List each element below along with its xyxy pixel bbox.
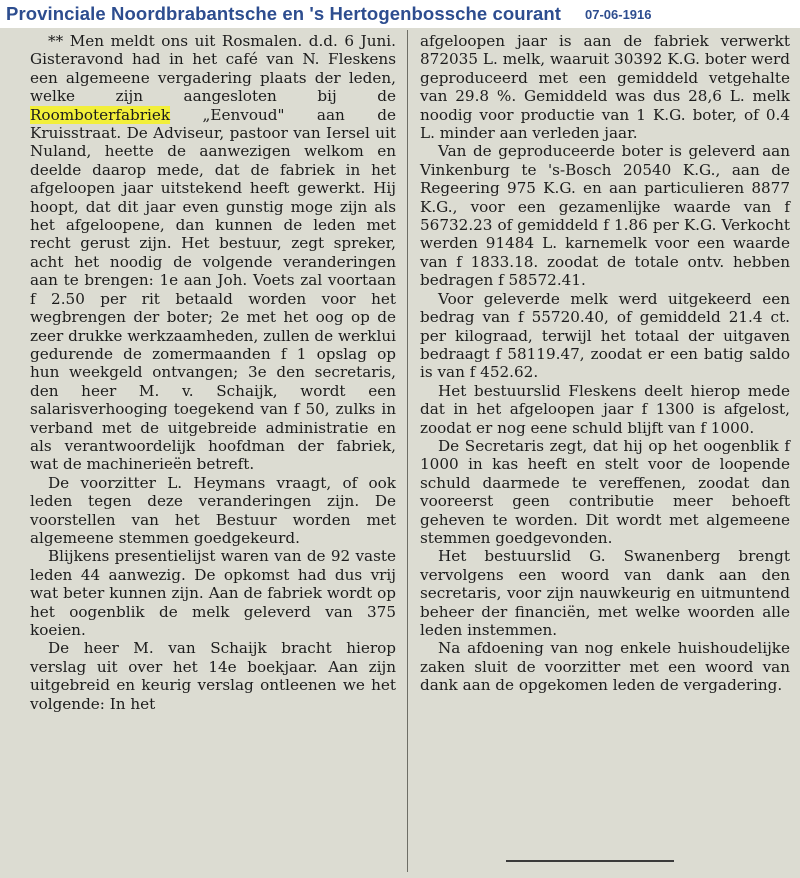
article-paragraph: Blijkens presentielijst waren van de 92 vaste leden 44 aanwezig. De opkomst had dus vrij wat beter kunnen zijn. Aan de fabriek wordt op het oogenblik de melk geleverd van 375 koeien. [30,547,396,639]
article-paragraph: Van de geproduceerde boter is geleverd aan Vinkenburg te 's-Bosch 20540 K.G., aan de Regeering 975 K.G. en aan particulieren 8877 K.G., voor een gezamenlijke waarde van f 56732.23 of gemiddeld f 1.86 per K.G. Verkocht werden 91484 L. karnemelk voor een waarde van f 1833.18. zoodat de totale ontv. hebben bedragen f 58572.41. [420,142,790,290]
newspaper-clipping [0,28,800,878]
article-end-rule [506,860,674,862]
article-paragraph: De voorzitter L. Heymans vraagt, of ook leden tegen deze veranderingen zijn. De voorstellen van het Bestuur worden met algemeene stemmen goedgekeurd. [30,473,396,547]
article-paragraph: Het bestuurslid G. Swanenberg brengt vervolgens een woord van dank aan den secretaris, voor zijn nauwkeurig en uitmuntend beheer der financiën, met welke woorden alle leden instemmen. [420,547,790,639]
column-divider [407,30,408,872]
article-paragraph: Na afdoening van nog enkele huishoudelijke zaken sluit de voorzitter met een woord van dank aan de opgekomen leden de vergadering. [420,639,790,695]
article-paragraph: afgeloopen jaar is aan de fabriek verwerkt 872035 L. melk, waaruit 30392 K.G. boter werd geproduceerd met een gemiddeld vetgehalte van 29.8 %. Gemiddeld was dus 28,6 L. melk noodig voor productie van 1 K.G. boter, of 0.4 L. minder aan verleden jaar. [420,32,790,143]
publication-date: 07-06-1916 [585,7,652,22]
paragraph-text: ** Men meldt ons uit Rosmalen. d.d. 6 Juni. Gisteravond had in het café van N. Fleskens een algemeene vergadering plaats der leden, welke zijn aangesloten bij de [30,32,396,106]
article-paragraph: De Secretaris zegt, dat hij op het oogenblik f 1000 in kas heeft en stelt voor de loopende schuld daarmede te vereffenen, zoodat dan vooreerst geen contributie meer behoeft geheven te worden. Dit wordt met algemeene stemmen goedgevonden. [420,436,790,547]
page-header [0,0,800,28]
article-paragraph: De heer M. van Schaijk bracht hierop verslag uit over het 14e boekjaar. Aan zijn uitgebreid en keurig verslag ontleenen we het volgende: In het [30,639,396,713]
search-term-highlight: Roomboterfabriek [30,105,171,124]
article-column-left [30,32,396,713]
article-column-right [420,32,790,695]
publication-title: Provinciale Noordbrabantsche en 's Hertogenbossche courant [6,3,562,24]
article-paragraph: Voor geleverde melk werd uitgekeerd een bedrag van f 55720.40, of gemiddeld 21.4 ct. per kilograad, terwijl het totaal der uitgaven bedraagt f 58119.47, zoodat er een batig saldo is van f 452.62. [420,289,790,382]
paragraph-text: „Eenvoud" aan de Kruisstraat. De Adviseur, pastoor van Iersel uit Nuland, heette de aanwezigen welkom en deelde daarop mede, dat de fabriek in het afgeloopen jaar uitstekend heeft gewerkt. Hij hoopt, dat dit jaar even gunstig moge zijn als het afgeloopene, dan kunnen de leden met recht gerust zijn. Het bestuur, zegt spreker, acht het noodig de volgende veranderingen aan te brengen: 1e aan Joh. Voets zal voortaan f 2.50 per rit betaald worden voor het wegbrengen der boter; 2e met het oog op de zeer drukke werkzaamheden, zullen de werklui gedurende de zomermaanden f 1 opslag op hun weekgeld ontvangen; 3e den secretaris, den heer M. v. Schaijk, wordt een salarisverhooging toegekend van f 50, zulks in verband met de uitgebreide administratie en als verantwoordelijk hoofdman der fabriek, wat de machinerieën betreft. [30,105,396,474]
article-paragraph [30,32,396,474]
article-paragraph: Het bestuurslid Fleskens deelt hierop mede dat in het afgeloopen jaar f 1300 is afgelost, zoodat er nog eene schuld blijft van f 1000. [420,381,790,437]
